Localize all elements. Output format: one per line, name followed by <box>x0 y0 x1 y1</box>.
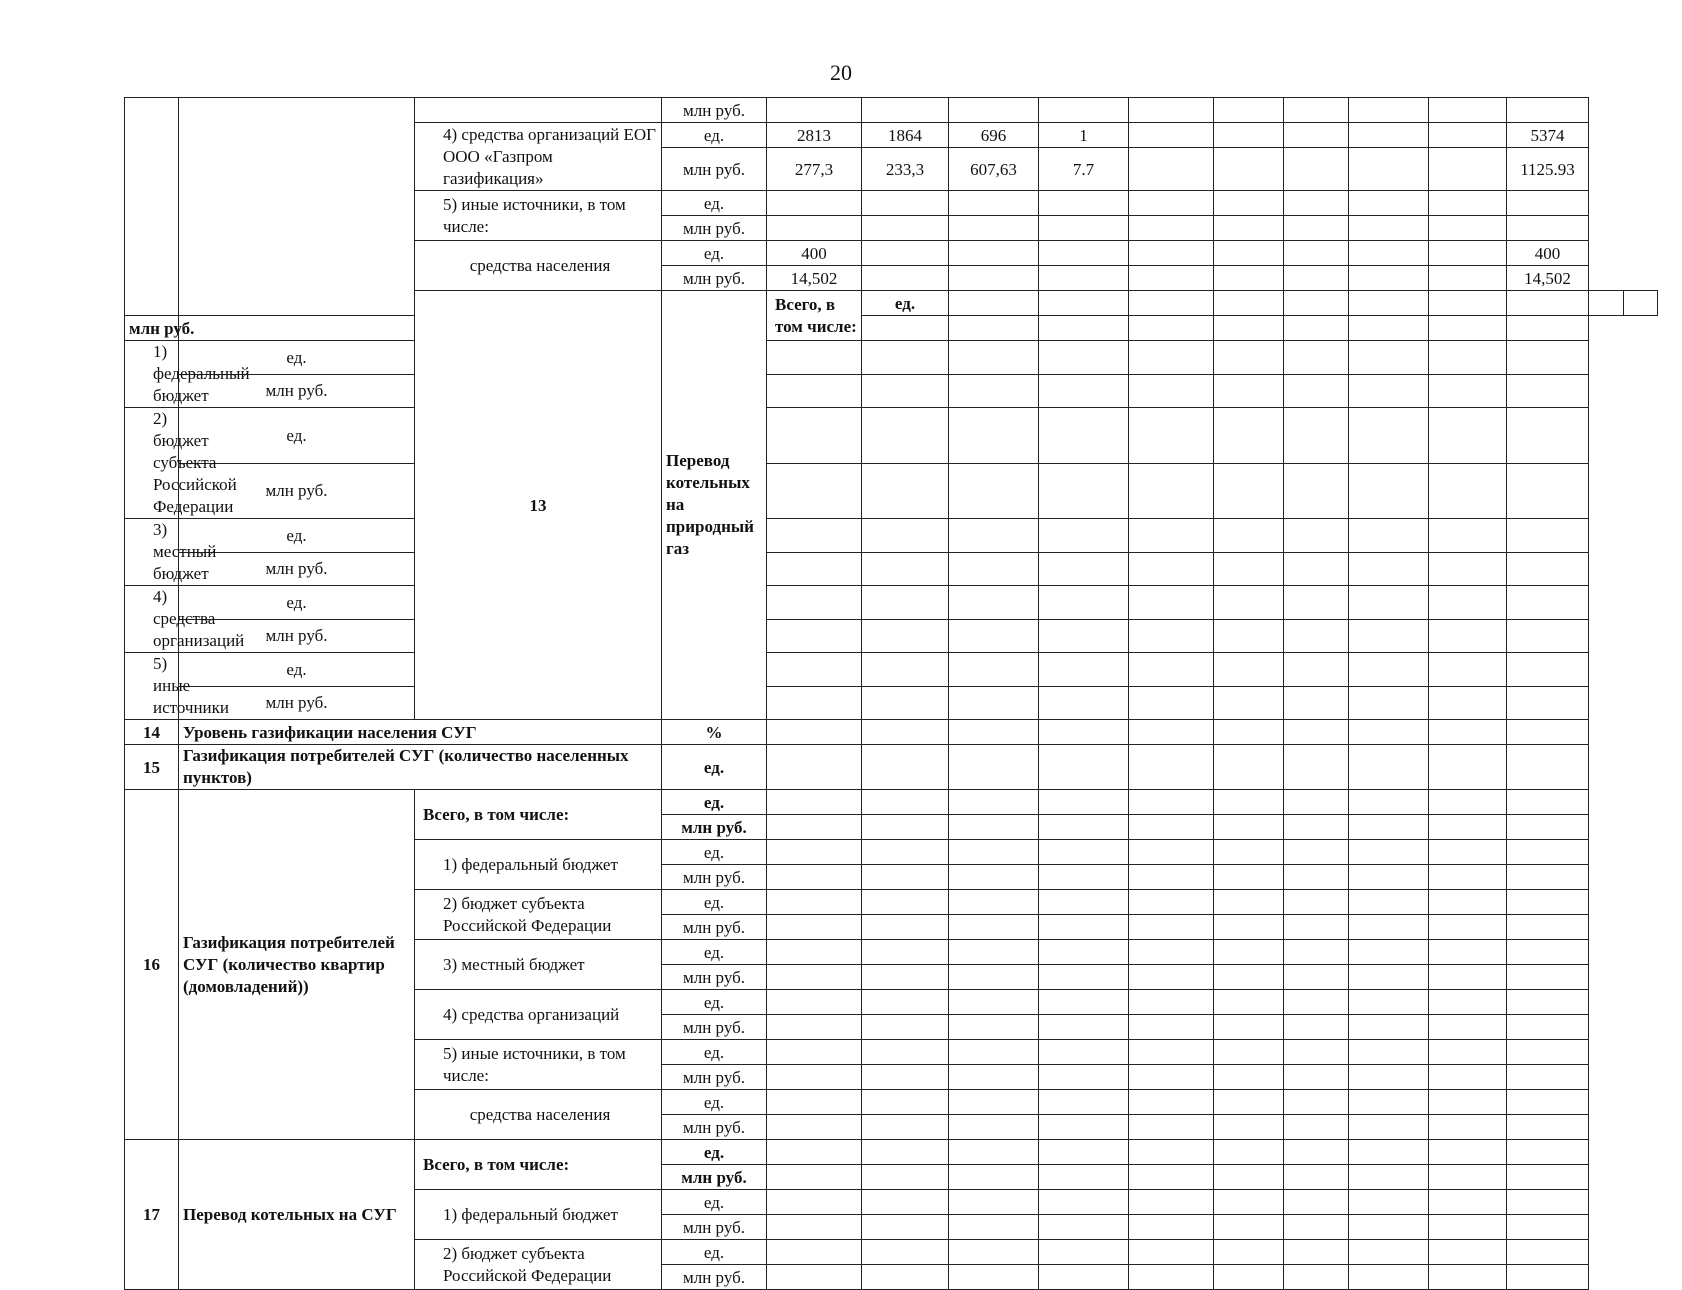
unit-cell: ед. <box>179 408 415 464</box>
unit-cell: ед. <box>662 1190 767 1215</box>
unit-cell: ед. <box>662 1140 767 1165</box>
source-cell: 3) местный бюджет <box>125 519 179 586</box>
table-row <box>125 98 1658 123</box>
unit-cell: ед. <box>662 890 767 915</box>
page-number: 20 <box>830 60 852 85</box>
table-row <box>125 408 1658 464</box>
unit-cell: ед. <box>662 790 767 815</box>
source-cell: 2) бюджет субъекта Российской Федерации <box>415 1240 662 1290</box>
row-number-cell: 13 <box>415 291 662 720</box>
source-cell: 1) федеральный бюджет <box>125 341 179 408</box>
source-cell: 2) бюджет субъекта Российской Федерации <box>125 408 179 519</box>
value-cell: 233,3 <box>862 148 949 191</box>
source-cell: 5) иные источники, в том числе: <box>415 191 662 241</box>
source-cell: 4) средства организаций <box>415 990 662 1040</box>
table-row <box>125 374 1658 408</box>
unit-cell: млн руб. <box>179 374 415 408</box>
total-cell: 14,502 <box>1507 266 1589 291</box>
value-cell: 2813 <box>767 123 862 148</box>
source-cell: 4) средства организаций ЕОГ ООО «Газпром газификация» <box>415 123 662 191</box>
unit-cell: млн руб. <box>662 1115 767 1140</box>
source-cell: Всего, в том числе: <box>415 1140 662 1190</box>
value-cell: 607,63 <box>949 148 1039 191</box>
unit-cell: млн руб. <box>179 686 415 720</box>
unit-cell: млн руб. <box>662 1165 767 1190</box>
source-cell: средства населения <box>415 241 662 291</box>
source-cell: 2) бюджет субъекта Российской Федерации <box>415 890 662 940</box>
unit-cell: ед. <box>662 940 767 965</box>
unit-cell: ед. <box>662 191 767 216</box>
unit-cell: млн руб. <box>662 266 767 291</box>
value-cell: 400 <box>767 241 862 266</box>
table-row <box>125 745 1658 790</box>
gasification-table <box>124 97 1658 1290</box>
unit-cell: млн руб. <box>179 552 415 586</box>
unit-cell: млн руб. <box>662 1015 767 1040</box>
table-row <box>125 316 1658 341</box>
unit-cell: ед. <box>662 1090 767 1115</box>
source-cell: 4) средства организаций <box>125 586 179 653</box>
source-cell: 3) местный бюджет <box>415 940 662 990</box>
unit-cell: млн руб. <box>662 865 767 890</box>
unit-cell: млн руб. <box>662 815 767 840</box>
unit-cell: ед. <box>179 341 415 375</box>
table-row <box>125 552 1658 586</box>
unit-cell: млн руб. <box>662 148 767 191</box>
row-number-cell: 15 <box>125 745 179 790</box>
table-row <box>125 341 1658 375</box>
source-cell: Всего, в том числе: <box>767 291 862 341</box>
row-number-cell: 16 <box>125 790 179 1140</box>
table-row <box>125 653 1658 687</box>
unit-cell: ед. <box>662 745 767 790</box>
total-cell: 400 <box>1507 241 1589 266</box>
unit-cell: млн руб. <box>662 98 767 123</box>
row-name-cell <box>179 98 415 316</box>
unit-cell: ед. <box>662 123 767 148</box>
unit-cell: ед. <box>179 653 415 687</box>
table-row <box>125 586 1658 620</box>
value-cell: 277,3 <box>767 148 862 191</box>
source-cell <box>415 98 662 123</box>
source-cell: Всего, в том числе: <box>415 790 662 840</box>
total-cell: 1125.93 <box>1507 148 1589 191</box>
table-row <box>125 686 1658 720</box>
total-cell: 5374 <box>1507 123 1589 148</box>
unit-cell: ед. <box>662 1240 767 1265</box>
unit-cell: ед. <box>662 990 767 1015</box>
table-row <box>125 463 1658 519</box>
unit-cell: % <box>662 720 767 745</box>
unit-cell: млн руб. <box>179 463 415 519</box>
value-cell: 696 <box>949 123 1039 148</box>
unit-cell: ед. <box>662 241 767 266</box>
row-name-cell: Уровень газификации населения СУГ <box>179 720 662 745</box>
source-cell: 5) иные источники <box>125 653 179 720</box>
value-cell: 1864 <box>862 123 949 148</box>
unit-cell: ед. <box>179 586 415 620</box>
table-row <box>125 519 1658 553</box>
source-cell: средства населения <box>415 1090 662 1140</box>
source-cell: 1) федеральный бюджет <box>415 1190 662 1240</box>
value-cell: 1 <box>1039 123 1129 148</box>
unit-cell: млн руб. <box>662 915 767 940</box>
unit-cell: млн руб. <box>125 316 179 341</box>
unit-cell: млн руб. <box>662 965 767 990</box>
row-name-cell: Газификация потребителей СУГ (количество квартир (домовладений)) <box>179 790 415 1140</box>
source-cell: 5) иные источники, в том числе: <box>415 1040 662 1090</box>
source-cell: 1) федеральный бюджет <box>415 840 662 890</box>
unit-cell: млн руб. <box>179 619 415 653</box>
table-row <box>125 619 1658 653</box>
unit-cell: млн руб. <box>662 216 767 241</box>
value-cell: 14,502 <box>767 266 862 291</box>
row-name-cell: Газификация потребителей СУГ (количество населенных пунктов) <box>179 745 662 790</box>
row-number-cell: 17 <box>125 1140 179 1290</box>
table-row <box>125 790 1658 815</box>
row-number-cell: 14 <box>125 720 179 745</box>
unit-cell: млн руб. <box>662 1265 767 1290</box>
row-name-cell: Перевод котельных на СУГ <box>179 1140 415 1290</box>
row-number-cell <box>125 98 179 316</box>
unit-cell: ед. <box>179 519 415 553</box>
unit-cell: ед. <box>862 291 949 316</box>
unit-cell: млн руб. <box>662 1065 767 1090</box>
value-cell: 7.7 <box>1039 148 1129 191</box>
row-name-cell: Перевод котельных на природный газ <box>662 291 767 720</box>
unit-cell: млн руб. <box>662 1215 767 1240</box>
unit-cell: ед. <box>662 840 767 865</box>
table-row <box>125 1140 1658 1165</box>
table-row <box>125 720 1658 745</box>
unit-cell: ед. <box>662 1040 767 1065</box>
